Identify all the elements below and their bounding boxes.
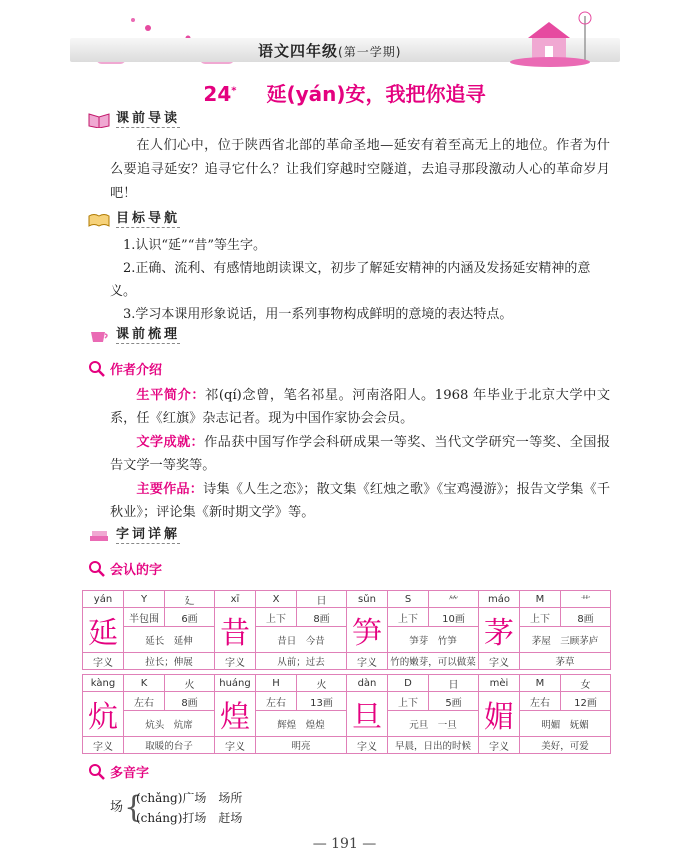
page-header <box>0 0 689 70</box>
char-pinyin: yán <box>83 591 124 608</box>
char-words: 明媚 妩媚 <box>520 711 611 737</box>
char-radical: 女 <box>561 675 611 692</box>
char-radical: 日 <box>429 675 479 692</box>
polyphone-char: 场 <box>110 800 124 815</box>
char-glyph: 煌 <box>215 692 256 737</box>
char-structure: 上下 <box>256 608 297 627</box>
char-upper: K <box>124 675 165 692</box>
char-structure: 左右 <box>256 692 297 711</box>
char-words: 辉煌 煌煌 <box>256 711 347 737</box>
char-upper: S <box>388 591 429 608</box>
goal-item: 3.学习本课用形象说话，用一系列事物构成鲜明的意境的表达特点。 <box>123 307 513 322</box>
char-strokes: 6画 <box>165 608 215 627</box>
book-icon <box>88 110 110 128</box>
char-meaning: 拉长；伸展 <box>124 653 215 670</box>
char-table-row-1 <box>82 590 611 670</box>
char-words: 昔日 今昔 <box>256 627 347 653</box>
author-item: 文学成就：作品获中国写作学会科研成果一等奖、当代文学研究一等奖、全国报告文学一等奖等。 <box>110 435 611 473</box>
char-structure: 上下 <box>388 692 429 711</box>
char-structure: 半包围 <box>124 608 165 627</box>
char-upper: M <box>520 675 561 692</box>
page-number: — 191 — <box>312 836 377 852</box>
lesson-title: 24* 延(yán)安，我把你追寻 <box>203 82 486 106</box>
char-radical: 火 <box>165 675 215 692</box>
author-item: 生平简介：祁(qí)念曾，笔名祁星。河南洛阳人。1968 年毕业于北京大学中文系，任《红旗》杂志记者。现为中国作家协会会员。 <box>110 388 611 426</box>
char-glyph: 旦 <box>347 692 388 737</box>
char-words: 笋芽 竹笋 <box>388 627 479 653</box>
meaning-label: 字义 <box>479 737 520 754</box>
char-structure: 左右 <box>520 692 561 711</box>
char-pinyin: xī <box>215 591 256 608</box>
goal-item: 2.正确、流利、有感情地朗读课文，初步了解延安精神的内涵及发扬延安精神的意义。 <box>110 261 591 299</box>
char-meaning: 从前；过去 <box>256 653 347 670</box>
goals-list <box>110 234 610 326</box>
char-pinyin: sǔn <box>347 591 388 608</box>
char-pinyin: kàng <box>83 675 124 692</box>
char-upper: Y <box>124 591 165 608</box>
char-upper: X <box>256 591 297 608</box>
books-icon <box>88 526 110 544</box>
char-meaning: 竹的嫩芽，可以做菜 <box>388 653 479 670</box>
section-pre-read: 课前导读 <box>88 106 180 128</box>
lesson-number: 24* <box>203 82 237 106</box>
meaning-label: 字义 <box>215 737 256 754</box>
pre-read-text: 在人们心中，位于陕西省北部的革命圣地—延安有着至高无上的地位。作者为什么要追寻延安？追寻它什么？让我们穿越时空隧道，去追寻那段激动人心的革命岁月吧！ <box>110 138 610 201</box>
char-glyph: 媚 <box>479 692 520 737</box>
book-title: 语文四年级(第一学期) <box>258 42 402 60</box>
meaning-label: 字义 <box>347 653 388 670</box>
author-item: 主要作品：诗集《人生之恋》；散文集《红烛之歌》《宝鸡漫游》；报告文学集《千秋业》；评论集《新时期文学》等。 <box>110 482 611 520</box>
char-glyph: 延 <box>83 608 124 653</box>
chars-heading: 会认的字 <box>88 559 162 578</box>
char-meaning: 茅草 <box>520 653 611 670</box>
char-radical: ⺮ <box>429 591 479 608</box>
char-words: 元旦 一旦 <box>388 711 479 737</box>
magnifier-icon <box>88 560 106 578</box>
meaning-label: 字义 <box>215 653 256 670</box>
char-radical: 廴 <box>165 591 215 608</box>
meaning-label: 字义 <box>83 653 124 670</box>
char-pinyin: máo <box>479 591 520 608</box>
section-review: 课前梳理 <box>88 322 180 344</box>
char-radical: 艹 <box>561 591 611 608</box>
char-meaning: 美好，可爱 <box>520 737 611 754</box>
char-strokes: 12画 <box>561 692 611 711</box>
polyphone-reading: (cháng)打场 赶场 <box>136 811 243 825</box>
char-radical: 火 <box>297 675 347 692</box>
char-structure: 上下 <box>520 608 561 627</box>
char-table-row-2 <box>82 674 611 754</box>
goal-item: 1.认识“延”“昔”等生字。 <box>123 238 266 253</box>
char-upper: H <box>256 675 297 692</box>
char-words: 延长 延伸 <box>124 627 215 653</box>
char-upper: M <box>520 591 561 608</box>
char-strokes: 8画 <box>561 608 611 627</box>
char-pinyin: huáng <box>215 675 256 692</box>
char-words: 炕头 炕席 <box>124 711 215 737</box>
char-pinyin: mèi <box>479 675 520 692</box>
char-glyph: 昔 <box>215 608 256 653</box>
tea-cup-icon <box>88 326 110 344</box>
char-strokes: 5画 <box>429 692 479 711</box>
char-meaning: 早晨，日出的时候 <box>388 737 479 754</box>
char-upper: D <box>388 675 429 692</box>
char-meaning: 明亮 <box>256 737 347 754</box>
char-structure: 左右 <box>124 692 165 711</box>
section-goals: 目标导航 <box>88 206 180 228</box>
section-words: 字词详解 <box>88 522 180 544</box>
char-glyph: 茅 <box>479 608 520 653</box>
author-info <box>110 384 610 525</box>
char-words: 茅屋 三顾茅庐 <box>520 627 611 653</box>
open-book-icon <box>88 210 110 228</box>
char-meaning: 取暖的台子 <box>124 737 215 754</box>
meaning-label: 字义 <box>479 653 520 670</box>
char-structure: 上下 <box>388 608 429 627</box>
char-strokes: 10画 <box>429 608 479 627</box>
char-strokes: 8画 <box>165 692 215 711</box>
polyphone-reading: (chǎng)广场 场所 <box>136 791 243 805</box>
char-pinyin: dàn <box>347 675 388 692</box>
meaning-label: 字义 <box>83 737 124 754</box>
char-strokes: 13画 <box>297 692 347 711</box>
char-strokes: 8画 <box>297 608 347 627</box>
magnifier-icon <box>88 763 106 781</box>
meaning-label: 字义 <box>347 737 388 754</box>
polyphone-heading: 多音字 <box>88 762 149 781</box>
char-radical: 日 <box>297 591 347 608</box>
brace-icon: { <box>124 790 144 825</box>
char-glyph: 炕 <box>83 692 124 737</box>
char-glyph: 笋 <box>347 608 388 653</box>
magnifier-icon <box>88 360 106 378</box>
author-heading: 作者介绍 <box>88 359 162 378</box>
house-decoration-icon <box>510 6 610 68</box>
